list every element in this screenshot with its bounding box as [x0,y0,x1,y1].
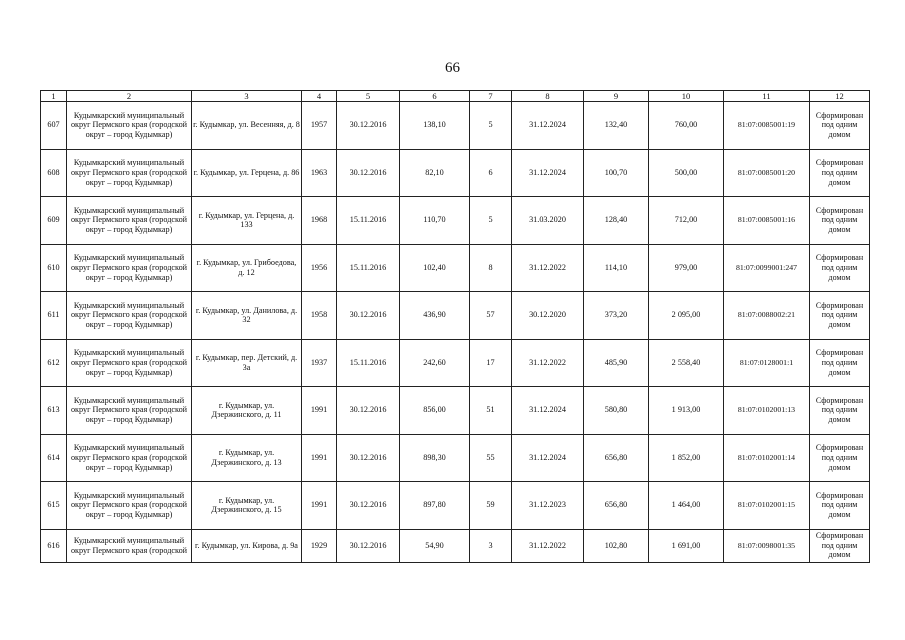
district-cell: Кудымкарский муниципальный округ Пермского края (городской округ – город Кудымкар) [67,197,192,245]
date-recognized-cell: 30.12.2016 [337,102,400,150]
cadastral-number-cell: 81:07:0085001:16 [724,197,810,245]
area-planned-cell: 132,40 [584,102,649,150]
address-cell: г. Кудымкар, пер. Детский, д. 3а [192,339,302,387]
address-cell: г. Кудымкар, ул. Дзержинского, д. 13 [192,434,302,482]
area-planned-cell: 102,80 [584,529,649,562]
land-status-cell: Сформирован под одним домом [810,339,870,387]
year-built-cell: 1991 [302,387,337,435]
address-cell: г. Кудымкар, ул. Данилова, д. 32 [192,292,302,340]
district-cell: Кудымкарский муниципальный округ Пермского края (городской округ – город Кудымкар) [67,292,192,340]
column-header: 1 [41,91,67,102]
planned-date-cell: 31.12.2024 [512,102,584,150]
area-cell: 898,30 [400,434,470,482]
cost-cell: 1 691,00 [649,529,724,562]
cost-cell: 979,00 [649,244,724,292]
cadastral-number-cell: 81:07:0102001:14 [724,434,810,482]
area-cell: 436,90 [400,292,470,340]
area-planned-cell: 485,90 [584,339,649,387]
row-number: 608 [41,149,67,197]
residents-count-cell: 5 [470,102,512,150]
row-number: 607 [41,102,67,150]
cost-cell: 712,00 [649,197,724,245]
date-recognized-cell: 30.12.2016 [337,434,400,482]
date-recognized-cell: 15.11.2016 [337,244,400,292]
area-planned-cell: 373,20 [584,292,649,340]
address-cell: г. Кудымкар, ул. Кирова, д. 9а [192,529,302,562]
cost-cell: 2 095,00 [649,292,724,340]
area-cell: 242,60 [400,339,470,387]
area-planned-cell: 114,10 [584,244,649,292]
table-row [41,482,870,530]
area-cell: 897,80 [400,482,470,530]
table-row [41,244,870,292]
cadastral-number-cell: 81:07:0128001:1 [724,339,810,387]
residents-count-cell: 8 [470,244,512,292]
table-row [41,197,870,245]
date-recognized-cell: 15.11.2016 [337,197,400,245]
land-status-cell: Сформирован под одним домом [810,292,870,340]
residents-count-cell: 17 [470,339,512,387]
residents-count-cell: 55 [470,434,512,482]
planned-date-cell: 31.12.2022 [512,529,584,562]
year-built-cell: 1937 [302,339,337,387]
land-status-cell: Сформирован под одним домом [810,434,870,482]
table-row [41,434,870,482]
header-row [41,91,870,102]
cadastral-number-cell: 81:07:0099001:247 [724,244,810,292]
row-number: 611 [41,292,67,340]
district-cell: Кудымкарский муниципальный округ Пермского края (городской [67,529,192,562]
table-row [41,292,870,340]
residents-count-cell: 5 [470,197,512,245]
cadastral-number-cell: 81:07:0098001:35 [724,529,810,562]
district-cell: Кудымкарский муниципальный округ Пермского края (городской округ – город Кудымкар) [67,244,192,292]
area-cell: 110,70 [400,197,470,245]
area-cell: 54,90 [400,529,470,562]
area-cell: 102,40 [400,244,470,292]
residents-count-cell: 6 [470,149,512,197]
table-row [41,529,870,562]
table-body [41,102,870,563]
year-built-cell: 1929 [302,529,337,562]
cadastral-number-cell: 81:07:0085001:20 [724,149,810,197]
date-recognized-cell: 30.12.2016 [337,149,400,197]
planned-date-cell: 31.03.2020 [512,197,584,245]
year-built-cell: 1956 [302,244,337,292]
district-cell: Кудымкарский муниципальный округ Пермского края (городской округ – город Кудымкар) [67,102,192,150]
land-status-cell: Сформирован под одним домом [810,244,870,292]
year-built-cell: 1991 [302,434,337,482]
land-status-cell: Сформирован под одним домом [810,482,870,530]
cost-cell: 2 558,40 [649,339,724,387]
planned-date-cell: 31.12.2023 [512,482,584,530]
table-row [41,102,870,150]
row-number: 610 [41,244,67,292]
area-planned-cell: 656,80 [584,434,649,482]
land-status-cell: Сформирован под одним домом [810,197,870,245]
row-number: 609 [41,197,67,245]
date-recognized-cell: 30.12.2016 [337,292,400,340]
date-recognized-cell: 30.12.2016 [337,387,400,435]
column-header: 4 [302,91,337,102]
year-built-cell: 1958 [302,292,337,340]
column-header: 2 [67,91,192,102]
area-cell: 82,10 [400,149,470,197]
residents-count-cell: 51 [470,387,512,435]
address-cell: г. Кудымкар, ул. Герцена, д. 133 [192,197,302,245]
date-recognized-cell: 30.12.2016 [337,529,400,562]
cost-cell: 760,00 [649,102,724,150]
address-cell: г. Кудымкар, ул. Дзержинского, д. 15 [192,482,302,530]
cost-cell: 500,00 [649,149,724,197]
area-planned-cell: 100,70 [584,149,649,197]
planned-date-cell: 30.12.2020 [512,292,584,340]
planned-date-cell: 31.12.2022 [512,244,584,292]
row-number: 614 [41,434,67,482]
planned-date-cell: 31.12.2024 [512,149,584,197]
address-cell: г. Кудымкар, ул. Дзержинского, д. 11 [192,387,302,435]
land-status-cell: Сформирован под одним домом [810,102,870,150]
cost-cell: 1 913,00 [649,387,724,435]
table-row [41,339,870,387]
table-row [41,387,870,435]
column-header: 9 [584,91,649,102]
column-header: 11 [724,91,810,102]
table-header [41,91,870,102]
district-cell: Кудымкарский муниципальный округ Пермского края (городской округ – город Кудымкар) [67,149,192,197]
cadastral-number-cell: 81:07:0102001:15 [724,482,810,530]
column-header: 8 [512,91,584,102]
land-status-cell: Сформирован под одним домом [810,149,870,197]
column-header: 3 [192,91,302,102]
residents-count-cell: 57 [470,292,512,340]
area-cell: 856,00 [400,387,470,435]
land-status-cell: Сформирован под одним домом [810,387,870,435]
residents-count-cell: 59 [470,482,512,530]
land-status-cell: Сформирован под одним домом [810,529,870,562]
district-cell: Кудымкарский муниципальный округ Пермского края (городской округ – город Кудымкар) [67,387,192,435]
table-row [41,149,870,197]
cadastral-number-cell: 81:07:0102001:13 [724,387,810,435]
year-built-cell: 1963 [302,149,337,197]
cadastral-number-cell: 81:07:0088002:21 [724,292,810,340]
column-header: 12 [810,91,870,102]
address-cell: г. Кудымкар, ул. Весенняя, д. 8 [192,102,302,150]
column-header: 5 [337,91,400,102]
address-cell: г. Кудымкар, ул. Грибоедова, д. 12 [192,244,302,292]
column-header: 10 [649,91,724,102]
residents-count-cell: 3 [470,529,512,562]
planned-date-cell: 31.12.2022 [512,339,584,387]
area-planned-cell: 128,40 [584,197,649,245]
row-number: 615 [41,482,67,530]
year-built-cell: 1968 [302,197,337,245]
year-built-cell: 1991 [302,482,337,530]
year-built-cell: 1957 [302,102,337,150]
page-number: 66 [445,60,460,76]
column-header: 7 [470,91,512,102]
area-cell: 138,10 [400,102,470,150]
planned-date-cell: 31.12.2024 [512,387,584,435]
cadastral-number-cell: 81:07:0085001:19 [724,102,810,150]
area-planned-cell: 580,80 [584,387,649,435]
date-recognized-cell: 15.11.2016 [337,339,400,387]
cost-cell: 1 464,00 [649,482,724,530]
address-cell: г. Кудымкар, ул. Герцена, д. 86 [192,149,302,197]
district-cell: Кудымкарский муниципальный округ Пермского края (городской округ – город Кудымкар) [67,434,192,482]
column-header: 6 [400,91,470,102]
row-number: 612 [41,339,67,387]
district-cell: Кудымкарский муниципальный округ Пермского края (городской округ – город Кудымкар) [67,339,192,387]
planned-date-cell: 31.12.2024 [512,434,584,482]
area-planned-cell: 656,80 [584,482,649,530]
row-number: 613 [41,387,67,435]
housing-registry-table [40,90,870,563]
district-cell: Кудымкарский муниципальный округ Пермского края (городской округ – город Кудымкар) [67,482,192,530]
date-recognized-cell: 30.12.2016 [337,482,400,530]
cost-cell: 1 852,00 [649,434,724,482]
row-number: 616 [41,529,67,562]
